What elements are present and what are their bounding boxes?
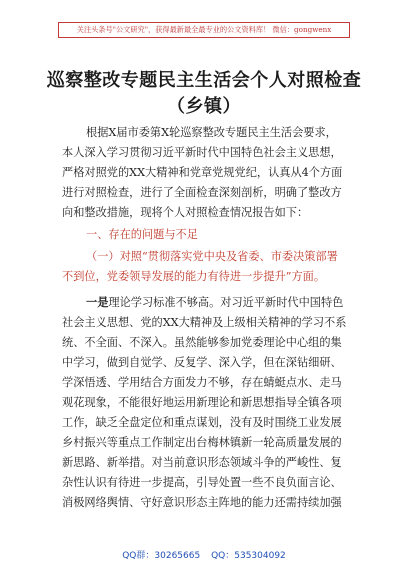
footer-contact: [0, 548, 408, 561]
intro-line: 严格对照党的XX大精神和党章党规党纪，认真从4个方面: [62, 166, 343, 179]
body-line: [86, 294, 343, 310]
body-line: 乡村振兴等重点工作制定出台梅林镇新一轮高质量发展的: [62, 436, 342, 449]
body-line: 中学习，做到自觉学、反复学、深入学，但在深钻细研、: [62, 356, 342, 369]
body-line: 杂性认识有待进一步提高，引导处置一些不良负面言论、: [62, 476, 342, 489]
document-subtitle: （乡镇）: [167, 96, 241, 117]
intro-line: 进行对照检查，进行了全面检查深刻剖析，明确了整改方: [62, 186, 342, 199]
subsection-heading: （一）对照“贯彻落实党中央及省委、市委决策部署: [86, 250, 338, 263]
body-text: 理论学习标准不够高。对习近平新时代中国特色: [108, 296, 344, 309]
body-line: 学深悟透、学用结合方面发力不够，存在蜻蜓点水、走马: [62, 376, 342, 389]
subsection-heading: 不到位，党委领导发展的能力有待进一步提升”方面。: [62, 270, 326, 283]
intro-line: 向和整改措施，现将个人对照检查情况报告如下：: [62, 206, 309, 219]
body-line: 消极网络舆情、守好意识形态主阵地的能力还需持续加强: [62, 496, 342, 509]
intro-line: 本人深入学习贯彻习近平新时代中国特色社会主义思想，: [62, 146, 342, 159]
point-lead: 一是: [86, 295, 109, 309]
intro-line: 根据X届市委第X轮巡察整改专题民主生活会要求，: [86, 126, 337, 139]
body-line: 观花现象，不能很好地运用新理论和新思想指导全镇各项: [62, 396, 342, 409]
body-line: 新思路、新举措。对当前意识形态领域斗争的严峻性、复: [62, 456, 342, 469]
body-line: 社会主义思想、党的XX大精神及上级相关精神的学习不系: [62, 316, 347, 329]
body-line: 工作，缺乏全盘定位和重点谋划，没有及时围绕工业发展: [62, 416, 342, 429]
section-heading: 一、存在的问题与不足: [86, 228, 198, 241]
footer-qq-group: QQ群：30265665: [122, 551, 201, 561]
document-title: 巡察整改专题民主生活会个人对照检查: [46, 70, 362, 91]
footer-qq: QQ：535304092: [211, 551, 286, 561]
header-banner: 关注头条号"公文研究"，获得最新最全最专业的公文资料库！ 微信：gongwenx: [58, 22, 350, 38]
body-line: 统、不全面、不深入。虽然能够参加党委理论中心组的集: [62, 336, 342, 349]
